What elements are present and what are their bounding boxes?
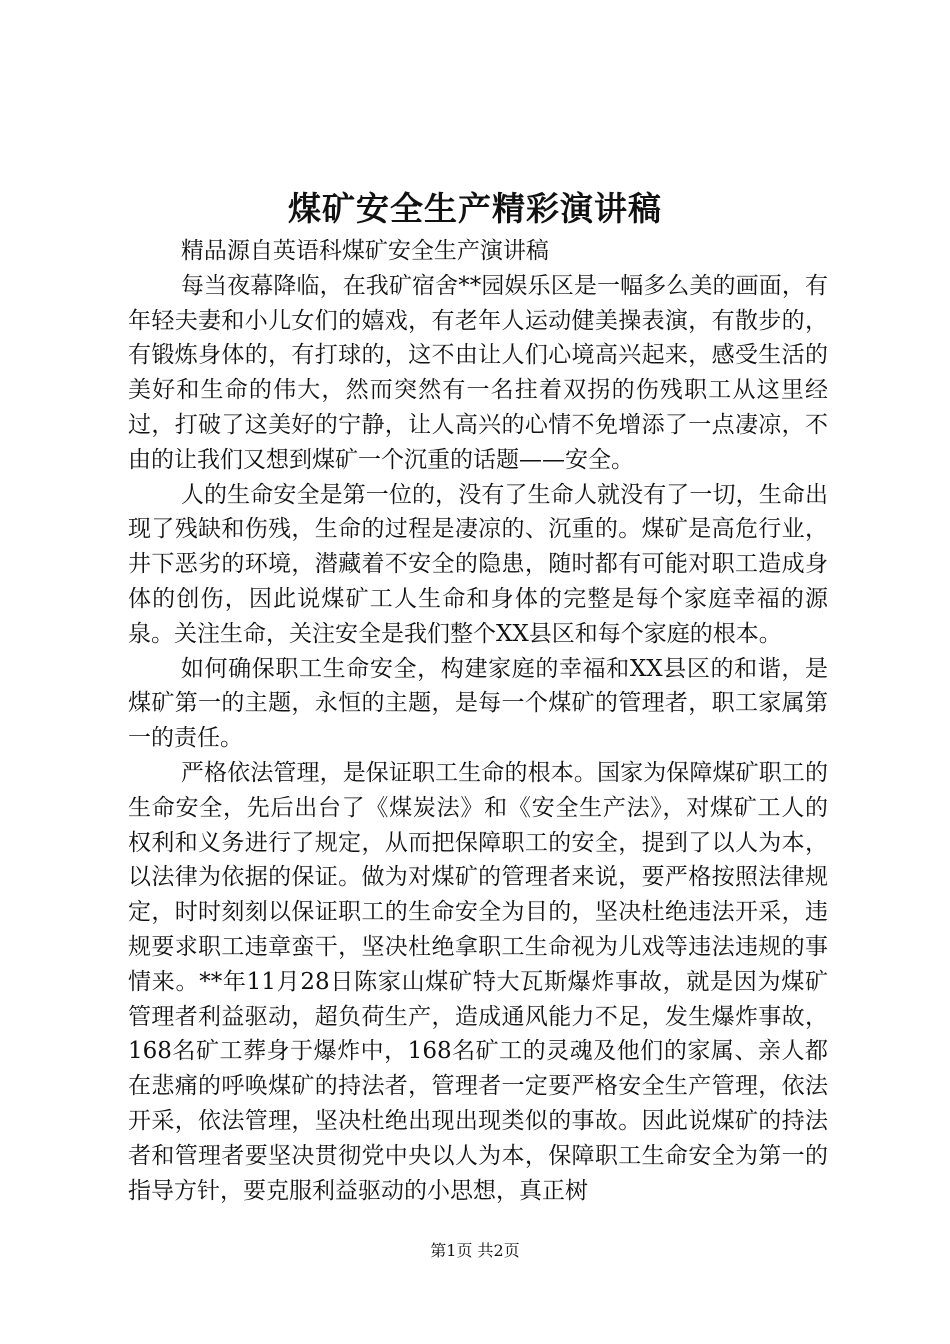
paragraph-source-line: 精品源自英语科煤矿安全生产演讲稿: [180, 238, 549, 264]
document-body: [128, 234, 828, 1208]
paragraph-ensure-safety: 如何确保职工生命安全，构建家庭的幸福和XX县区的和谐，是煤矿第一的主题，永恒的主题，是每一个煤矿的管理者，职工家属第一的责任。: [128, 655, 828, 752]
paragraph-legal-management: 严格依法管理，是保证职工生命的根本。国家为保障煤矿职工的生命安全，先后出台了《煤炭法》和《安全生产法》，对煤矿工人的权利和义务进行了规定，从而把保障职工的安全，提到了以人为本，以法律为依据的保证。做为对煤矿的管理者来说，要严格按照法律规定，时时刻刻以保证职工的生命安全为目的，坚决杜绝违法开采，违规要求职工违章蛮干，坚决杜绝拿职工生命视为儿戏等违法违规的事情来。**年11月28日陈家山煤矿特大瓦斯爆炸事故，就是因为煤矿管理者利益驱动，超负荷生产，造成通风能力不足，发生爆炸事故，168名矿工葬身于爆炸中，168名矿工的灵魂及他们的家属、亲人都在悲痛的呼唤煤矿的持法者，管理者一定要严格安全生产管理，依法开采，依法管理，坚决杜绝出现出现类似的事故。因此说煤矿的持法者和管理者要坚决贯彻党中央以人为本，保障职工生命安全为第一的指导方针，要克服利益驱动的小思想，真正树: [128, 759, 828, 1204]
paragraph-life-safety: 人的生命安全是第一位的，没有了生命人就没有了一切，生命出现了残缺和伤残，生命的过程是凄凉的、沉重的。煤矿是高危行业，井下恶劣的环境，潜藏着不安全的隐患，随时都有可能对职工造成身体的创伤，因此说煤矿工人生命和身体的完整是每个家庭幸福的源泉。关注生命，关注安全是我们整个XX县区和每个家庭的根本。: [128, 481, 828, 647]
paragraph-night-scene: 每当夜幕降临，在我矿宿舍**园娱乐区是一幅多么美的画面，有年轻夫妻和小儿女们的嬉戏，有老年人运动健美操表演，有散步的，有锻炼身体的，有打球的，这不由让人们心境高兴起来，感受生活的美好和生命的伟大，然而突然有一名拄着双拐的伤残职工从这里经过，打破了这美好的宁静，让人高兴的心情不免增添了一点凄凉，不由的让我们又想到煤矿一个沉重的话题——安全。: [128, 272, 828, 473]
page-footer: 第1页 共2页: [430, 1241, 520, 1260]
document-title: 煤矿安全生产精彩演讲稿: [288, 189, 662, 228]
